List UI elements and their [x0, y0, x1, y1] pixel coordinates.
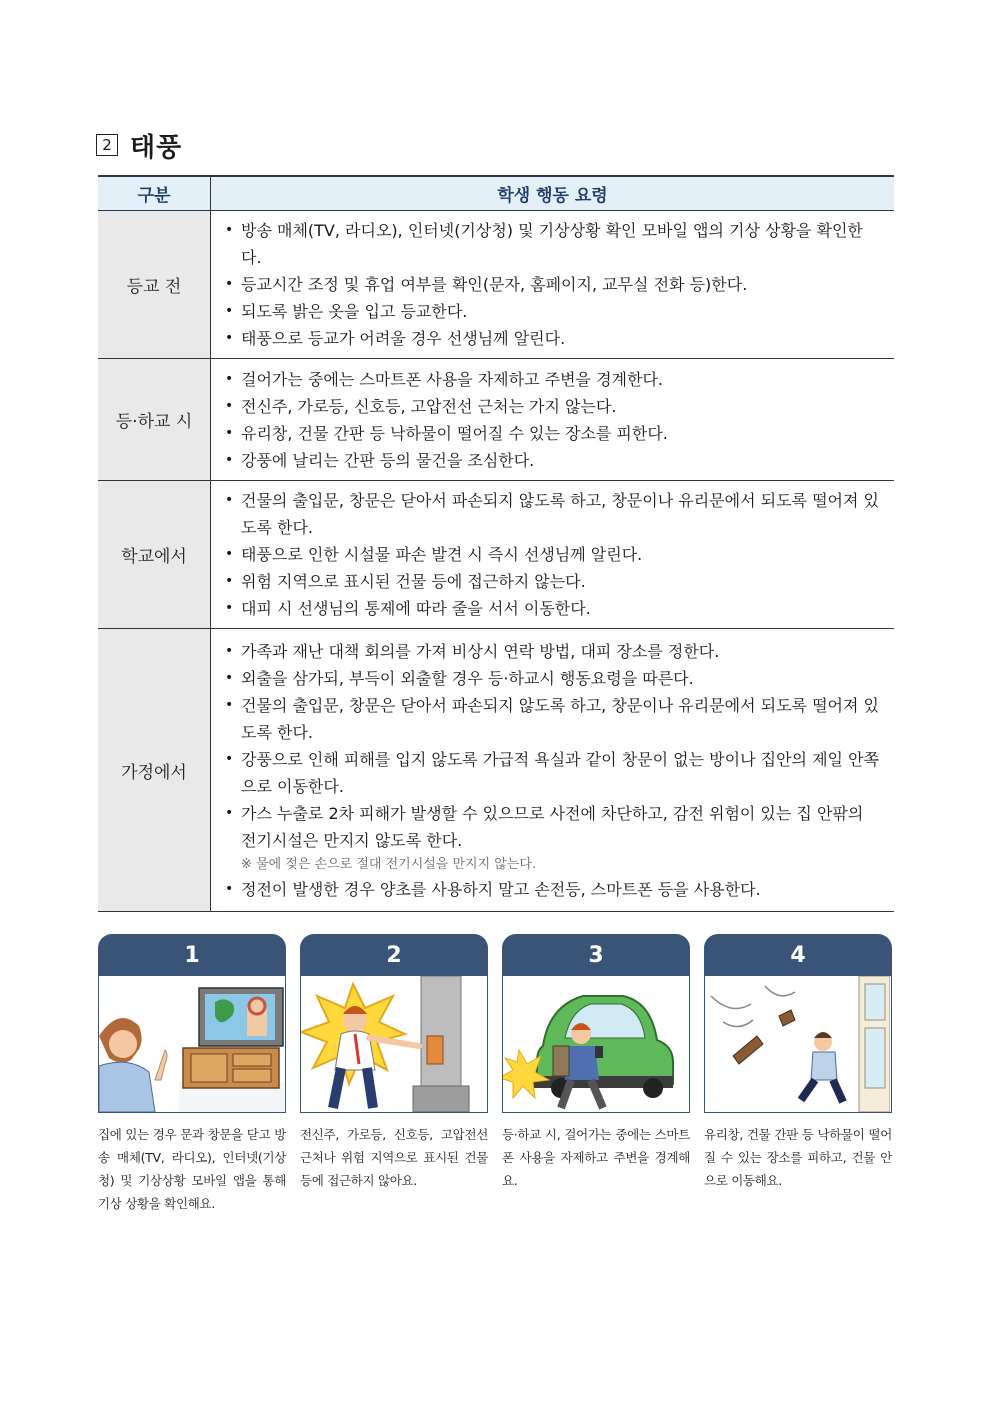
- panel-3: [502, 934, 690, 1192]
- list-item: • 등교시간 조정 및 휴업 여부를 확인(문자, 홈페이지, 교무실 전화 등)한다.: [225, 271, 882, 298]
- list-item: • 걸어가는 중에는 스마트폰 사용을 자제하고 주변을 경계한다.: [225, 366, 882, 393]
- row-category: 가정에서: [98, 629, 211, 912]
- panel-4: [704, 934, 892, 1192]
- panel-2: [300, 934, 488, 1192]
- table-header-row: [98, 176, 894, 211]
- panel-number: 2: [300, 934, 488, 976]
- list-item: • 대피 시 선생님의 통제에 따라 줄을 서서 이동한다.: [225, 595, 882, 622]
- list-item: • 외출을 삼가되, 부득이 외출할 경우 등·하교시 행동요령을 따른다.: [225, 665, 882, 692]
- panel-number: 4: [704, 934, 892, 976]
- list-item: • 정전이 발생한 경우 양초를 사용하지 말고 손전등, 스마트폰 등을 사용한다.: [225, 876, 882, 903]
- section-number: 2: [96, 134, 118, 156]
- watching-tv-illustration: [99, 976, 284, 1112]
- electric-pole-illustration: [301, 976, 486, 1112]
- panel-caption: 전신주, 가로등, 신호등, 고압전선 근처나 위험 지역으로 표시된 건물 등에 접근하지 않아요.: [300, 1127, 488, 1188]
- list-item: • 태풍으로 인한 시설물 파손 발견 시 즉시 선생님께 알린다.: [225, 541, 882, 568]
- table-row: [98, 629, 894, 912]
- section-heading: [96, 128, 182, 162]
- list-item: • 건물의 출입문, 창문은 닫아서 파손되지 않도록 하고, 창문이나 유리문에서 되도록 떨어져 있도록 한다.: [225, 692, 882, 746]
- list-item: • 강풍에 날리는 간판 등의 물건을 조심한다.: [225, 447, 882, 474]
- row-items: [211, 481, 895, 629]
- list-item: • 유리창, 건물 간판 등 낙하물이 떨어질 수 있는 장소를 피한다.: [225, 420, 882, 447]
- section-title: 태풍: [130, 132, 183, 163]
- table-row: [98, 359, 894, 481]
- behavior-guide-table: [98, 175, 894, 912]
- list-item: • 방송 매체(TV, 라디오), 인터넷(기상청) 및 기상상황 확인 모바일 앱의 기상 상황을 확인한다.: [225, 217, 882, 271]
- panel-caption: 등·하교 시, 걸어가는 중에는 스마트폰 사용을 자제하고 주변을 경계해요.: [502, 1127, 690, 1188]
- car-and-student-illustration: [503, 976, 688, 1112]
- panel-number: 1: [98, 934, 286, 976]
- header-guide: 학생 행동 요령: [211, 176, 895, 211]
- list-item: • 전신주, 가로등, 신호등, 고압전선 근처는 가지 않는다.: [225, 393, 882, 420]
- panel-number: 3: [502, 934, 690, 976]
- panel-illustration: [300, 976, 488, 1113]
- list-item: • 태풍으로 등교가 어려울 경우 선생님께 알린다.: [225, 325, 882, 352]
- list-item: • 위험 지역으로 표시된 건물 등에 접근하지 않는다.: [225, 568, 882, 595]
- table-row: [98, 211, 894, 359]
- note-text: ※ 물에 젖은 손으로 절대 전기시설을 만지지 않는다.: [241, 856, 537, 872]
- list-item: • 가족과 재난 대책 회의를 가져 비상시 연락 방법, 대피 장소를 정한다.: [225, 638, 882, 665]
- panel-caption: 유리창, 건물 간판 등 낙하물이 떨어질 수 있는 장소를 피하고, 건물 안으로 이동해요.: [704, 1127, 892, 1188]
- list-item: • 건물의 출입문, 창문은 닫아서 파손되지 않도록 하고, 창문이나 유리문에서 되도록 떨어져 있도록 한다.: [225, 487, 882, 541]
- table-row: [98, 481, 894, 629]
- illustration-panels: [98, 934, 894, 1216]
- list-item: • 강풍으로 인해 피해를 입지 않도록 가급적 욕실과 같이 창문이 없는 방이나 집안의 제일 안쪽으로 이동한다.: [225, 746, 882, 800]
- panel-illustration: [502, 976, 690, 1113]
- panel-caption: 집에 있는 경우 문과 창문을 닫고 방송 매체(TV, 라디오), 인터넷(기상청) 및 기상상황 모바일 앱을 통해 기상 상황을 확인해요.: [98, 1127, 286, 1211]
- row-category: 등·하교 시: [98, 359, 211, 481]
- falling-objects-illustration: [705, 976, 890, 1112]
- row-category: 등교 전: [98, 211, 211, 359]
- row-items: [211, 211, 895, 359]
- panel-illustration: [704, 976, 892, 1113]
- panel-1: [98, 934, 286, 1215]
- row-items: [211, 629, 895, 912]
- row-category: 학교에서: [98, 481, 211, 629]
- list-item: • 되도록 밝은 옷을 입고 등교한다.: [225, 298, 882, 325]
- header-category: 구분: [98, 176, 211, 211]
- list-item: • 가스 누출로 2차 피해가 발생할 수 있으므로 사전에 차단하고, 감전 위험이 있는 집 안팎의 전기시설은 만지지 않도록 한다.: [225, 800, 882, 854]
- row-items: [211, 359, 895, 481]
- panel-illustration: [98, 976, 286, 1113]
